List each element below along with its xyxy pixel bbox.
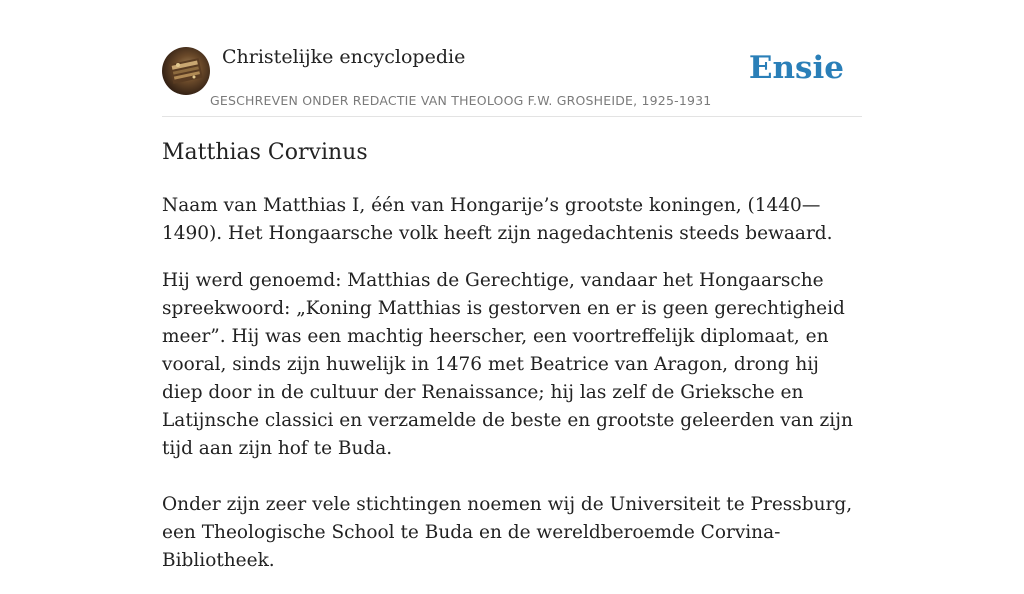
article-paragraph: Naam van Matthias I, één van Hongarije’s grootste koningen, (1440— 1490). Het Hongaarsche volk heeft zijn nagedachtenis steeds bewaard. — [162, 195, 833, 244]
article-paragraph: Hij werd genoemd: Matthias de Gerechtige, vandaar het Hongaarsche spreekwoord: „Koning Matthias is gestorven en er is geen gerechtigheid meer”. Hij was een machtig heerscher, een voortreffelijk diplomaat, en vooral, sinds zijn huwelijk in 1476 met Beatrice van Aragon, drong hij diep door in de cultuur der Renaissance; hij las zelf de Grieksche en Latijnsche classici en verzamelde de beste en grootste geleerden van zijn tijd aan zijn hof te Buda. — [162, 270, 853, 459]
article-title: Matthias Corvinus — [162, 140, 368, 165]
site-header — [162, 46, 862, 117]
article-paragraph: Onder zijn zeer vele stichtingen noemen wij de Universiteit te Pressburg, een Theologische School te Buda en de wereldberoemde Corvina-Bibliotheek. — [162, 494, 853, 571]
site-title[interactable]: Christelijke encyclopedie — [222, 46, 466, 68]
site-subtitle: GESCHREVEN ONDER REDACTIE VAN THEOLOOG F.W. GROSHEIDE, 1925-1931 — [210, 93, 712, 108]
encyclopedia-book-icon[interactable] — [162, 47, 210, 95]
article-body — [162, 192, 862, 594]
ensie-logo-link[interactable]: Ensie — [748, 50, 844, 86]
